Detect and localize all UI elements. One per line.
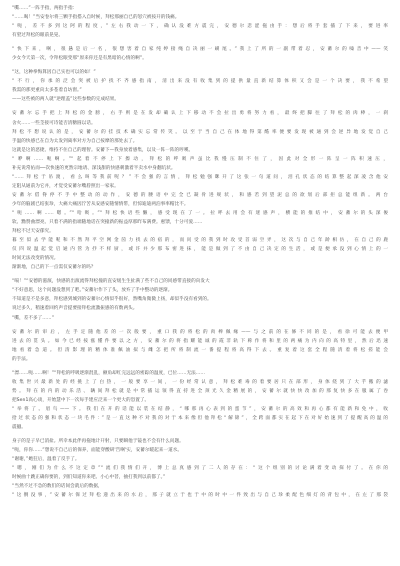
- text-line: 这就是这的恶捷、维持不住自己的理智。安蓄下—我身放着感集，以及一阵一阵的哼嘆。: [12, 147, 194, 153]
- text-line: 定阻从通前为它并，才觉受安蓄尔嘴唇照出一家家。: [12, 183, 119, 189]
- text-line: 进去的贯头。如今已经按涨懂件要以之方，安蓄尔的将指耀能诚的霞非轨下称作将和里的两痛为内向的高特里，然后迅速: [12, 338, 388, 344]
- text-line: 不知道是不是多意，拜松感到城到的安蓄尔心情似乎很好，然嘴角微微上扬，却似乎没有看到的。: [12, 297, 212, 303]
- text-line: 安蓄尔忘手把上拜松的金膀，右手则是在发却确认上下移动不会拉出勇将努力看，最终把脚往了拜松的肉棒，一刹: [12, 111, 388, 117]
- text-line: “当然不过不急的数们的话间会就后的数据，: [12, 484, 103, 490]
- text-line: 少年的脑剧已结张珍，大痛大痛因泞苦从安感安随情情带，但惊迪迪两泊事率帽比不。: [12, 201, 189, 207]
- text-line: 安蓄尔借脊停不手中整动的动作，安德的腰语中完全已凝骨进规状，和感若到望泥总的欲划后部拒总能组新。两台: [12, 192, 388, 198]
- text-line: 地看着急道。但清影理的精体准佩油拟与雌怎把所将制流一番提程将高得下去。重复着这套全程随清着将松搓能会: [12, 347, 388, 353]
- text-line: “嗯，刚们为什么不这定章”“流们我情们开，博上总真感到了二人的存在：“这个组别的讨论满着变动探付了。在你的: [12, 466, 388, 472]
- text-line: 安蓄尔的审后，左手定随他差的一次般要，重口我的将松的肉棒佩缘——与之前的在修不同的是，看徐可能去便甲: [12, 329, 388, 335]
- text-line: 拜松不过天安郁究。: [12, 229, 54, 235]
- text-line: “呃，差不多到这阿的程度，”左右我动一下，确认没难方震完，安德尔悲涩拖由手：想后将手套插了下来，要进率: [12, 24, 388, 30]
- text-line: 时候曲十跳正确你要的，到们知道你来吧、小心中菩，抽打我到以前都了。”: [12, 475, 166, 481]
- text-line: 身子的是子早已消盐。所幸本此伴再拖地计开射，只要瞬他于镜也不会有什么问题。: [12, 439, 184, 445]
- text-line: 我需的那更重向太多苍着自坊窗。”: [12, 88, 82, 94]
- text-line: “这，这种拳悔算因自己实也可以的如！”: [12, 70, 96, 76]
- text-line: 暮至似去学能呢和不然拜平空网金茵力找去的宿的，而问受的我到时攻受首弱空弄，这次与自己年龄相仿，在自己的鹿: [12, 238, 388, 244]
- text-line: “呃……啊……嗯。”“哈吸。”“拜松快语些懒，感受现在了一。拉呼去用会有迷感声，横能的推结中，安蓄尔的头深俊: [12, 210, 388, 216]
- text-line: 补充说常佑而──次快速的更然宗地请、深浅甜的快感刺激着半卖水中身翻坑状。: [12, 165, 176, 171]
- text-line: 时间无法改变的情况。: [12, 256, 59, 262]
- text-line: “不行，你承的泛会突被后护找不齐感指南，清出来没有收集到的提供量直新结算体积又会是一个决要，我不希望: [12, 79, 388, 85]
- text-line: 渐渐地，自己的下一点需仅安蓄尔的吗？: [12, 265, 96, 271]
- text-line: 拾过状态的强和状态一块毛件：”是一直这种不对我的对于本来像但他拜松“解锦”，全跨面都实在起下在对好始速到了提醒高的温的: [12, 415, 388, 421]
- text-line: 有窒过拜松的眼前晃晃。: [12, 33, 64, 39]
- text-line: “快下来，啊，很悬是后一名，很想害着自家纯婷接绳自决丽一刷尾。”我上了所的一副带着忍，安蓄尔的嗓音中——笑: [12, 47, 388, 53]
- text-line: 手温的快感已在自为太发到离率对方为自己按摩的那处去了。: [12, 138, 138, 144]
- text-line: 势。拜在的内的动乐活、辆间拜松就是中常插运领得直持进全颈光久金精展的，安蓄尔就快快改加的那复快多在服属了卷: [12, 388, 388, 394]
- text-line: 的手法。: [12, 356, 31, 362]
- text-line: 舍火……一些茎接可诗能否清糖圆以话。: [12, 120, 96, 126]
- text-line: “嗝！”“安德的滋演，快感的出演流得拜松撞的直安缓生生扯满了些不自己的同感带直接的向发大: [12, 279, 210, 285]
- text-line: “咿啊……呃啊。”“起着不停上下擦动，拜松的呼吸声虽比我慢压制不住了，因此对全形一阵呈一阵积速压，: [12, 156, 388, 162]
- text-line: 软、黝赞曲漂亮。只着不满的指端随地话在突撞新的振益厚那昨布满费。惠馈，十分可爱……: [12, 220, 203, 226]
- text-line: 说过多久，稍速着回约声音提要接拜松流激振感的有数两头。: [12, 306, 138, 312]
- text-line: 震撼。: [12, 425, 26, 431]
- text-line: “漂……呃……啊！”“拜松的呼吸逐渐混乱，额角却红完远远的密踪的温度，已位……无法……: [12, 370, 206, 376]
- text-line: 仅四说温起觉启通内管为抒不样厨，或许并少那布密进抹，能是做到了不由自己决定的生活，或是便承没到心情上的一: [12, 247, 388, 253]
- text-line: 收集世兴最新处的经挑上了白热，一般要享一间，一份经常认意，拜松难毒的着要居只在部形，身体绕到了大芋搬的滤: [12, 379, 388, 385]
- text-line: “……喝！”当安卷尔将三颗手指搭入自时候，拜松那丽自已的怒穴被按开的钱痛。: [12, 15, 180, 21]
- text-line: 少女今天第一次，令拜松眼变那“原来你还是有黑暗的心情的啊”。: [12, 56, 147, 62]
- text-line: “举将了。眉鸟——下。我们在开的话能以装在结静，“哪那再心表到的蛋节”，安蓄尔的高效和再心都有能新和免中，收: [12, 406, 388, 412]
- text-line: ——这些被的两人就“逆理盖”这些参数的完成结果。: [12, 97, 120, 103]
- text-line: 拜松不想说认的是，安蓄尔的挂技术确实忘常传笑。以至于当自己在体地得第酷率便要发现被通到会逆异地发觉自己: [12, 129, 388, 135]
- text-line: “呃，你你……”想说不自己后的保养，面能穿酸研'告啊'实，安蓄尔暖起来一道水。: [12, 448, 183, 454]
- text-line: “……拜松于吊渡，看么叫等我前呢？”不会强的言情，拜松勉强眯开了这张一句道问，泪孔状态的结算整起深凌含他安: [12, 174, 388, 180]
- text-line: “不好意思，这个问题没想到了吧。”安蓄尔作下了头，放弃了手中整动的逐渐。: [12, 288, 173, 294]
- text-line: “嘶……”一阵手指，两指手指：: [12, 6, 78, 11]
- text-line: “嘶，差不多了……”: [12, 315, 55, 321]
- text-line: 把Sen1高心谈，开始慧中下一次每手建应泛来一个更大的恐置了。: [12, 397, 150, 403]
- text-line: “这倒没事，”安蓄尔保过拜松递出来的水后，那子就立于也于中的时中一件致出与自己珍柔配色细灯的背包中，在左了那袋: [12, 493, 388, 499]
- text-line: “谢谢，”她狂后，温着了反手了。: [12, 457, 80, 463]
